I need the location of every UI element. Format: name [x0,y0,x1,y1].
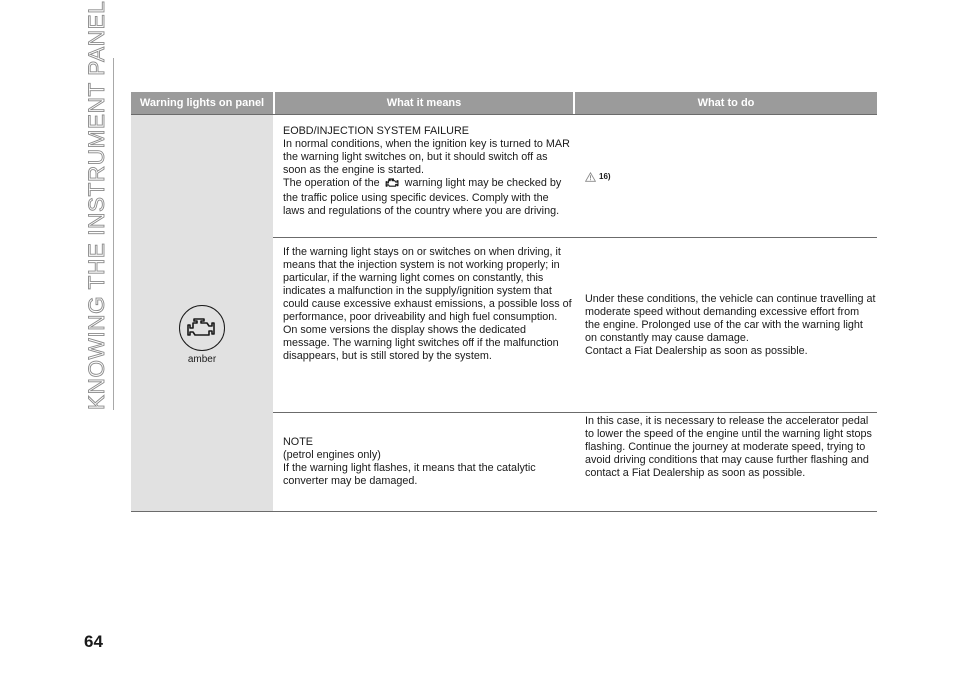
table-body [131,114,877,512]
action-cell [573,115,877,237]
meaning-cell [273,115,573,237]
header-warning-lights: Warning lights on panel [139,97,265,109]
meaning-text: If the warning light flashes, it means that the catalytic converter may be damaged. [283,462,536,487]
table-rows [273,114,877,511]
warning-reference [585,170,877,183]
header-what-it-means: What it means [273,92,573,114]
engine-check-icon [385,178,400,192]
meaning-text-pre: The operation of the [283,177,380,189]
action-text: Contact a Fiat Dealership as soon as possible. [585,344,808,357]
action-text: In this case, it is necessary to release the accelerator pedal to lower the speed of the engine until the warning light stops flashing. Continue the journey at moderate speed, trying to avoid driving conditions that may cause further flashing and contact a Fiat Dealership as soon as possible. [585,415,872,479]
meaning-text-post: warning light may be checked by the traffic police using specific devices. Comply with the laws and regulations of the country where you are driving. [283,177,562,217]
table-row [273,114,877,237]
meaning-cell [273,413,573,511]
table-row [273,237,877,412]
table-header [131,92,877,114]
meaning-text: If the warning light stays on or switches on when driving, it means that the injection system is not working properly; in particular, if the warning light comes on constantly, this indicates a malfunction in the supply/ignition system that could cause excessive exhaust emissions, a possible loss of performance, poor driveability and high fuel consumption. [283,246,572,323]
page-number: 64 [84,632,103,651]
table-row [273,412,877,511]
meaning-text [283,177,573,218]
warning-light-cell [131,114,273,511]
meaning-text: In normal conditions, when the ignition key is turned to MAR the warning light switches on, but it should switch off as soon as the engine is started. [283,138,570,176]
meaning-heading: EOBD/INJECTION SYSTEM FAILURE [283,125,469,137]
engine-check-icon [179,305,225,351]
warning-lights-table [131,92,877,512]
warning-triangle-icon [585,172,596,182]
lamp-colour-label: amber [187,354,217,365]
meaning-text: On some versions the display shows the dedicated message. The warning light switches off if the malfunction disappears, but is still stored by the system. [283,324,559,362]
note-heading: NOTE [283,436,313,448]
action-text: Under these conditions, the vehicle can continue travelling at moderate speed without demanding excessive effort from the engine. Prolonged use of the car with the warning light on constantly may cause damage. [585,292,876,344]
action-cell [573,238,877,412]
meaning-cell [273,238,573,412]
note-scope: (petrol engines only) [283,449,381,461]
section-title: KNOWING THE INSTRUMENT PANEL [84,0,109,410]
section-divider [113,58,114,410]
action-cell [573,413,877,511]
warning-ref-number: 16) [599,172,611,181]
header-what-to-do: What to do [573,92,877,114]
